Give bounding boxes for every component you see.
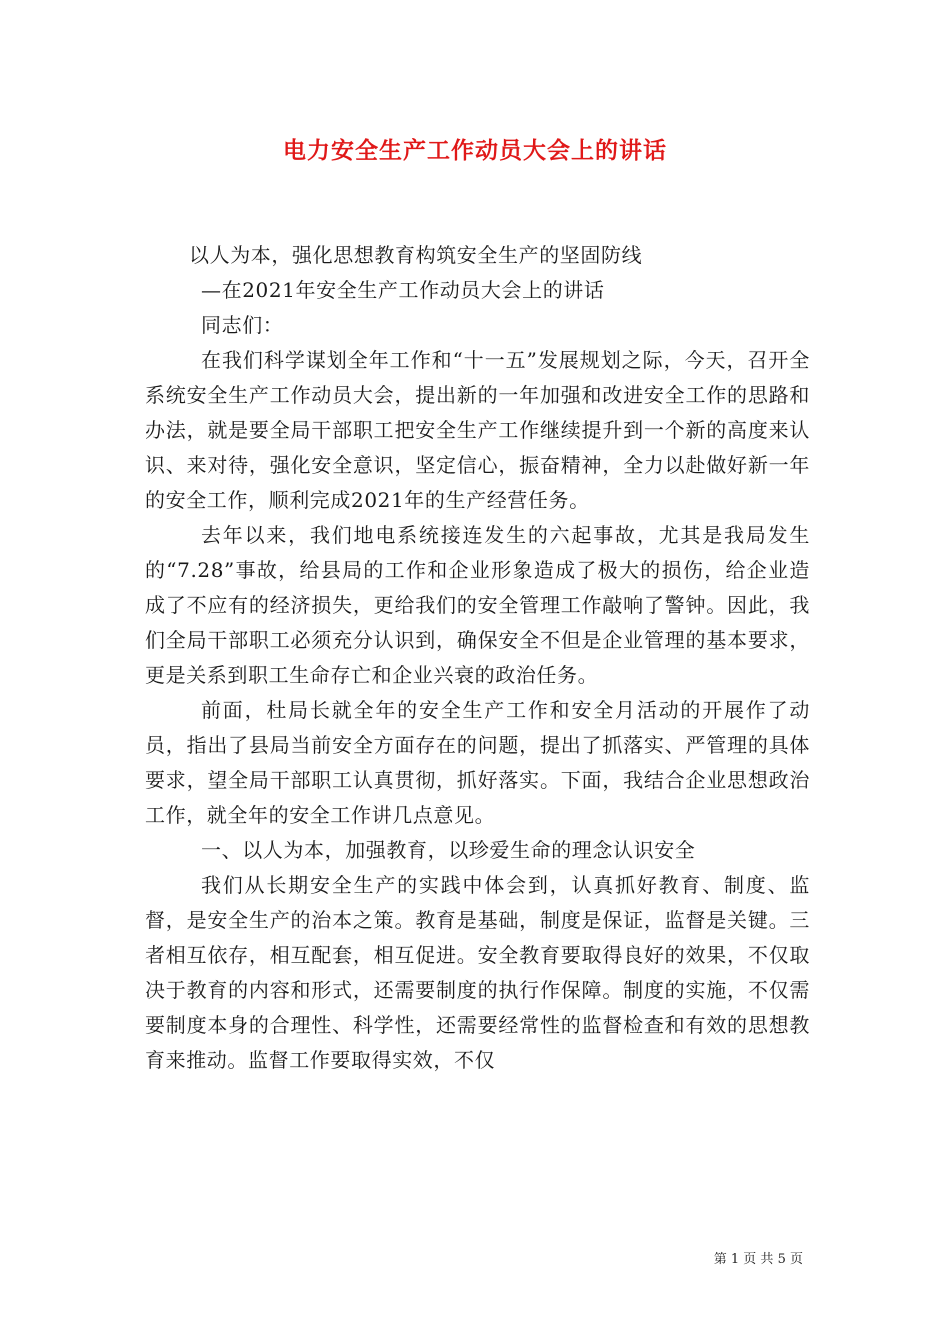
- page-label-suffix: 页: [789, 1252, 803, 1267]
- paragraph: 我们从长期安全生产的实践中体会到，认真抓好教育、制度、监督，是安全生产的治本之策。教育是基础，制度是保证，监督是关键。三者相互依存，相互配套，相互促进。安全教育要取得良好的效果，不仅取决于教育的内容和形式，还需要制度的执行作保障。制度的实施，不仅需要制度本身的合理性、科学性，还需要经常性的监督检查和有效的思想教育来推动。监督工作要取得实效，不仅: [145, 873, 810, 1072]
- document-title: 电力安全生产工作动员大会上的讲话: [283, 137, 667, 164]
- speech-byline: —在2021年安全生产工作动员大会上的讲话: [201, 278, 605, 302]
- page-label-prefix: 第: [713, 1252, 727, 1267]
- page-label-mid: 页 共: [743, 1252, 774, 1267]
- paragraph: 去年以来，我们地电系统接连发生的六起事故，尤其是我局发生的“7.28”事故，给县局的工作和企业形象造成了极大的损伤，给企业造成了不应有的经济损失，更给我们的安全管理工作敲响了警钟。因此，我们全局干部职工必须充分认识到，确保安全不但是企业管理的基本要求，更是关系到职工生命存亡和企业兴衰的政治任务。: [145, 523, 810, 687]
- salutation: 同志们：: [201, 313, 284, 337]
- page-number: 1: [730, 1252, 740, 1267]
- paragraph: 在我们科学谋划全年工作和“十一五”发展规划之际，今天，召开全系统安全生产工作动员大会，提出新的一年加强和改进安全工作的思路和办法，就是要全局干部职工把安全生产工作继续提升到一个新的高度来认识、来对待，强化安全意识，坚定信心，振奋精神，全力以赴做好新一年的安全工作，顺利完成2021年的生产经营任务。: [145, 348, 810, 512]
- document-body: [145, 238, 810, 1078]
- paragraph: 前面，杜局长就全年的安全生产工作和安全月活动的开展作了动员，指出了县局当前安全方面存在的问题，提出了抓落实、严管理的具体要求，望全局干部职工认真贯彻，抓好落实。下面，我结合企业思想政治工作，就全年的安全工作讲几点意见。: [145, 698, 810, 827]
- page-footer: [714, 1248, 803, 1267]
- total-pages: 5: [777, 1252, 786, 1267]
- section-heading: 一、以人为本，加强教育，以珍爱生命的理念认识安全: [201, 838, 696, 862]
- speech-subtitle: 以人为本，强化思想教育构筑安全生产的坚固防线: [189, 243, 643, 267]
